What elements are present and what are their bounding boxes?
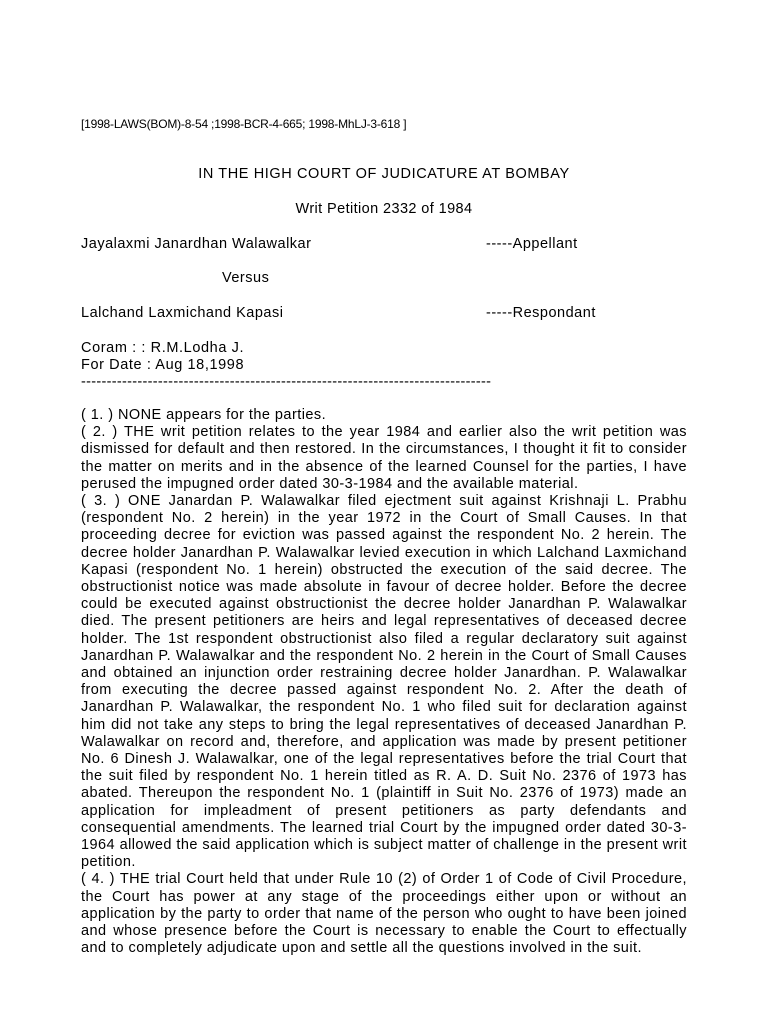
appellant-role: -----Appellant	[486, 236, 578, 252]
coram: Coram : : R.M.Lodha J.	[81, 340, 245, 356]
court-title: IN THE HIGH COURT OF JUDICATURE AT BOMBAY	[198, 166, 570, 182]
judgment-body	[81, 407, 687, 958]
paragraph-1: ( 1. ) NONE appears for the parties.	[81, 407, 327, 423]
for-date: For Date : Aug 18,1998	[81, 357, 245, 373]
divider: --------------------------------------------------------------------------------	[81, 374, 492, 390]
respondent-name: Lalchand Laxmichand Kapasi	[81, 305, 284, 321]
paragraph-2: ( 2. ) THE writ petition relates to the year 1984 and earlier also the writ petition was dismissed for default and then restored. In the circumstances, I thought it fit to consider the matter on merits and in the absence of the learned Counsel for the parties, I have perused the impugned order dated 30-3-1984 and the available material.	[81, 424, 687, 492]
respondent-role: -----Respondant	[486, 305, 596, 321]
appellant-name: Jayalaxmi Janardhan Walawalkar	[81, 236, 312, 252]
paragraph-4: ( 4. ) THE trial Court held that under Rule 10 (2) of Order 1 of Code of Civil Procedure, the Court has power at any stage of the proceedings either upon or without an application by the party to order that name of the person who ought to have been joined and whose presence before the Court is necessary to enable the Court to effectually and to completely adjudicate upon and settle all the questions involved in the suit.	[81, 871, 687, 957]
paragraph-3: ( 3. ) ONE Janardan P. Walawalkar filed ejectment suit against Krishnaji L. Prabhu (respondent No. 2 herein) in the year 1972 in the Court of Small Causes. In that proceeding decree for eviction was passed against the respondent No. 2 herein. The decree holder Janardhan P. Walawalkar levied execution in which Lalchand Laxmichand Kapasi (respondent No. 1 herein) obstructed the execution of the said decree. The obstructionist notice was made absolute in favour of decree holder. Before the decree could be executed against obstructionist the decree holder Janardhan P. Walawalkar died. The present petitioners are heirs and legal representatives of deceased decree holder. The 1st respondent obstructionist also filed a regular declaratory suit against Janardhan P. Walawalkar and the respondent No. 2 herein in the Court of Small Causes and obtained an injunction order restraining decree holder Janardhan. P. Walawalkar from executing the decree passed against respondent No. 2. After the death of Janardhan P. Walawalkar, the respondent No. 1 who filed suit for declaration against him did not take any steps to bring the legal representatives of deceased Janardhan P. Walawalkar on record and, therefore, and application was made by present petitioner No. 6 Dinesh J. Walawalkar, one of the legal representatives before the trial Court that the suit filed by respondent No. 1 herein titled as R. A. D. Suit No. 2376 of 1973 has abated. Thereupon the respondent No. 1 (plaintiff in Suit No. 2376 of 1973) made an application for impleadment of present petitioners as party defendants and consequential amendments. The learned trial Court by the impugned order dated 30-3-1964 allowed the said application which is subject matter of challenge in the present writ petition.	[81, 493, 687, 871]
petition-number: Writ Petition 2332 of 1984	[295, 201, 473, 217]
citation: [1998-LAWS(BOM)-8-54 ;1998-BCR-4-665; 1998-MhLJ-3-618 ]	[81, 117, 407, 131]
versus-label: Versus	[222, 270, 270, 286]
